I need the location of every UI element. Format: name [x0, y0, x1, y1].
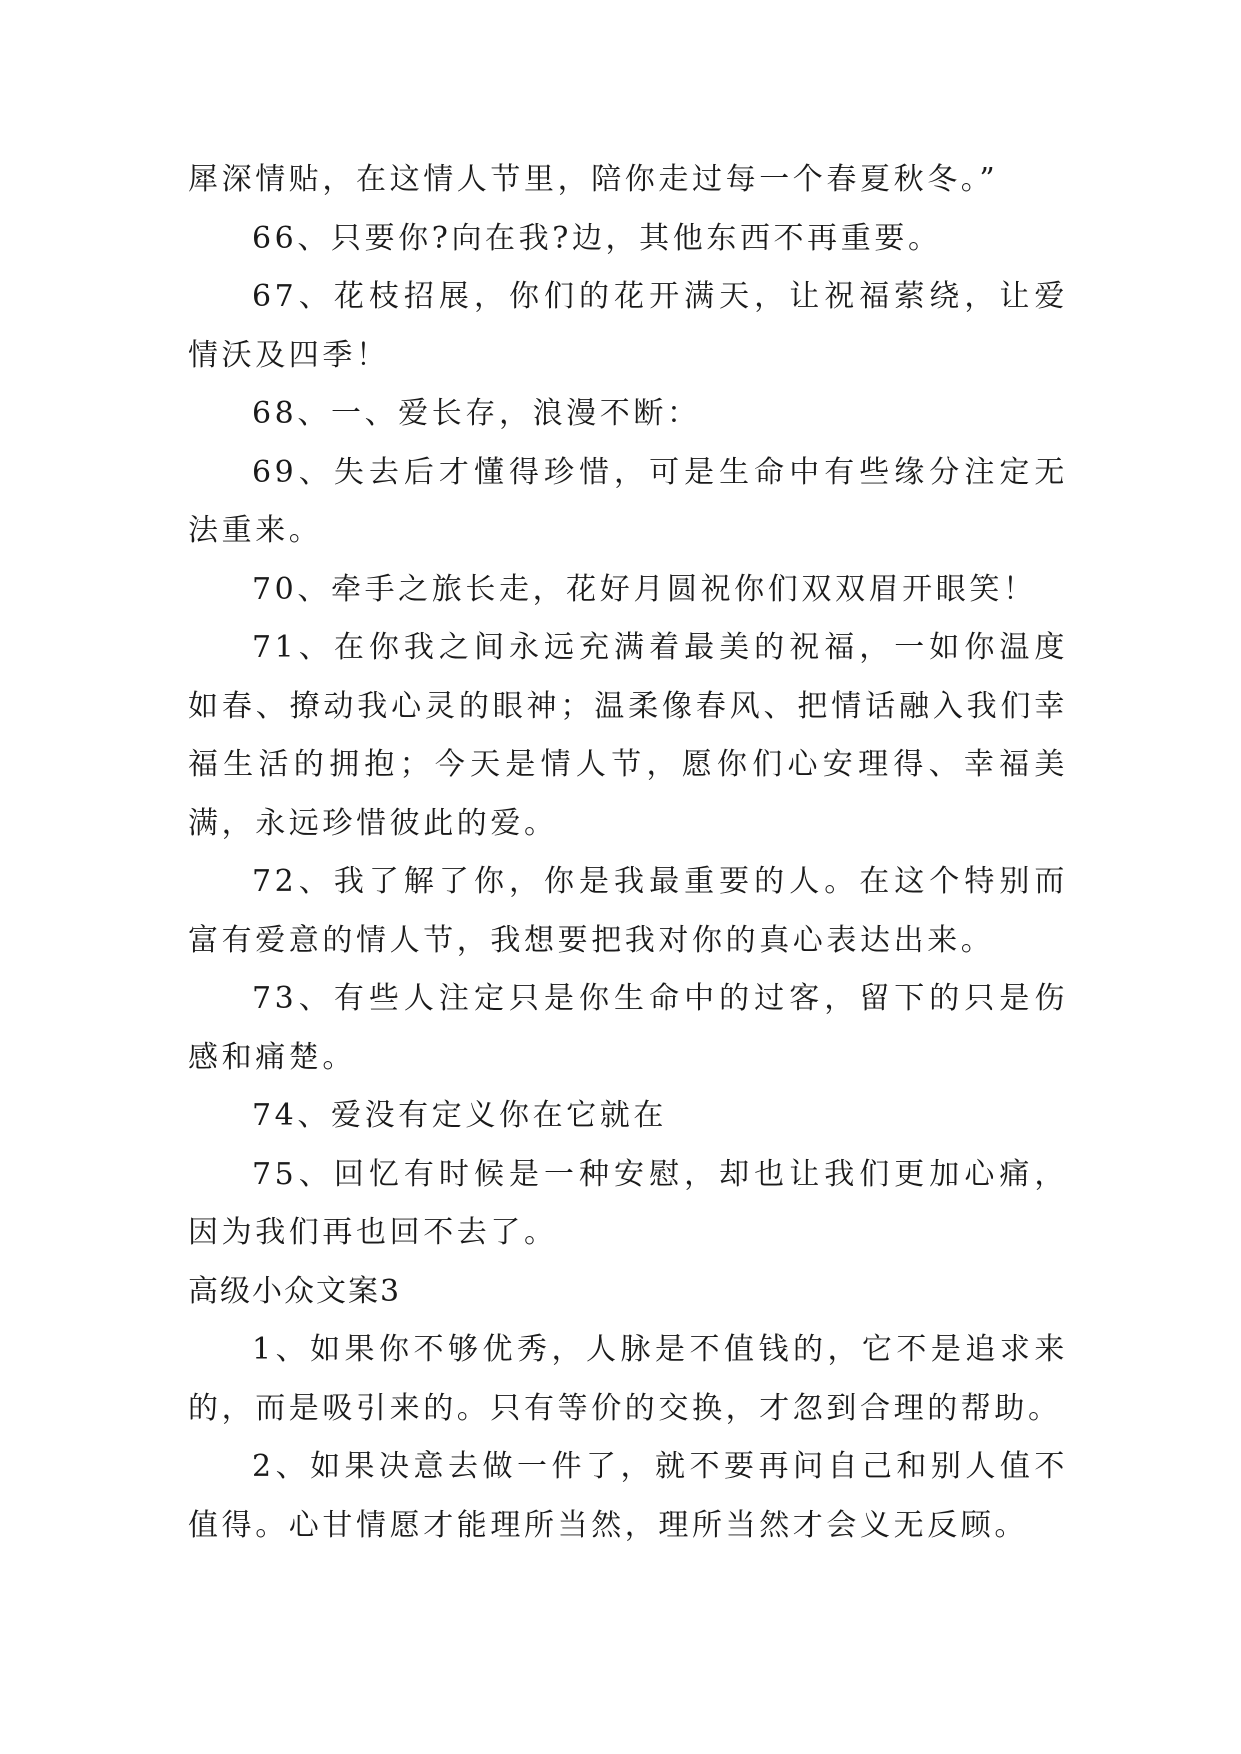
paragraph-item-72: 72、我了解了你，你是我最重要的人。在这个特别而富有爱意的情人节，我想要把我对你的真心表达出来。 [188, 864, 1068, 958]
paragraph-item-75: 75、回忆有时候是一种安慰，却也让我们更加心痛，因为我们再也回不去了。 [188, 1156, 1068, 1250]
paragraph-item-74: 74、爱没有定义你在它就在 [252, 1098, 667, 1133]
paragraph-item-69: 69、失去后才懂得珍惜，可是生命中有些缘分注定无法重来。 [188, 454, 1068, 548]
paragraph-item-67: 67、花枝招展，你们的花开满天，让祝福萦绕，让爱情沃及四季！ [188, 279, 1068, 373]
paragraph-item-73: 73、有些人注定只是你生命中的过客，留下的只是伤感和痛楚。 [188, 981, 1068, 1075]
document-body [188, 151, 1068, 1555]
paragraph-item-1: 1、如果你不够优秀，人脉是不值钱的，它不是追求来的，而是吸引来的。只有等价的交换，才忽到合理的帮助。 [188, 1332, 1068, 1426]
paragraph-item-68: 68、一、爱长存，浪漫不断： [252, 396, 701, 431]
paragraph-continuation: 犀深情贴，在这情人节里，陪你走过每一个春夏秋冬。” [188, 162, 999, 197]
paragraph-item-66: 66、只要你?向在我?边，其他东西不再重要。 [252, 220, 942, 256]
section-heading: 高级小众文案3 [188, 1273, 402, 1309]
paragraph-item-2: 2、如果决意去做一件了，就不要再问自己和别人值不值得。心甘情愿才能理所当然，理所当然才会义无反顾。 [188, 1449, 1068, 1543]
paragraph-item-70: 70、牵手之旅长走，花好月圆祝你们双双眉开眼笑！ [252, 571, 1037, 607]
paragraph-item-71: 71、在你我之间永远充满着最美的祝福，一如你温度如春、撩动我心灵的眼神；温柔像春风、把情话融入我们幸福生活的拥抱；今天是情人节，愿你们心安理得、幸福美满，永远珍惜彼此的爱。 [188, 630, 1068, 841]
